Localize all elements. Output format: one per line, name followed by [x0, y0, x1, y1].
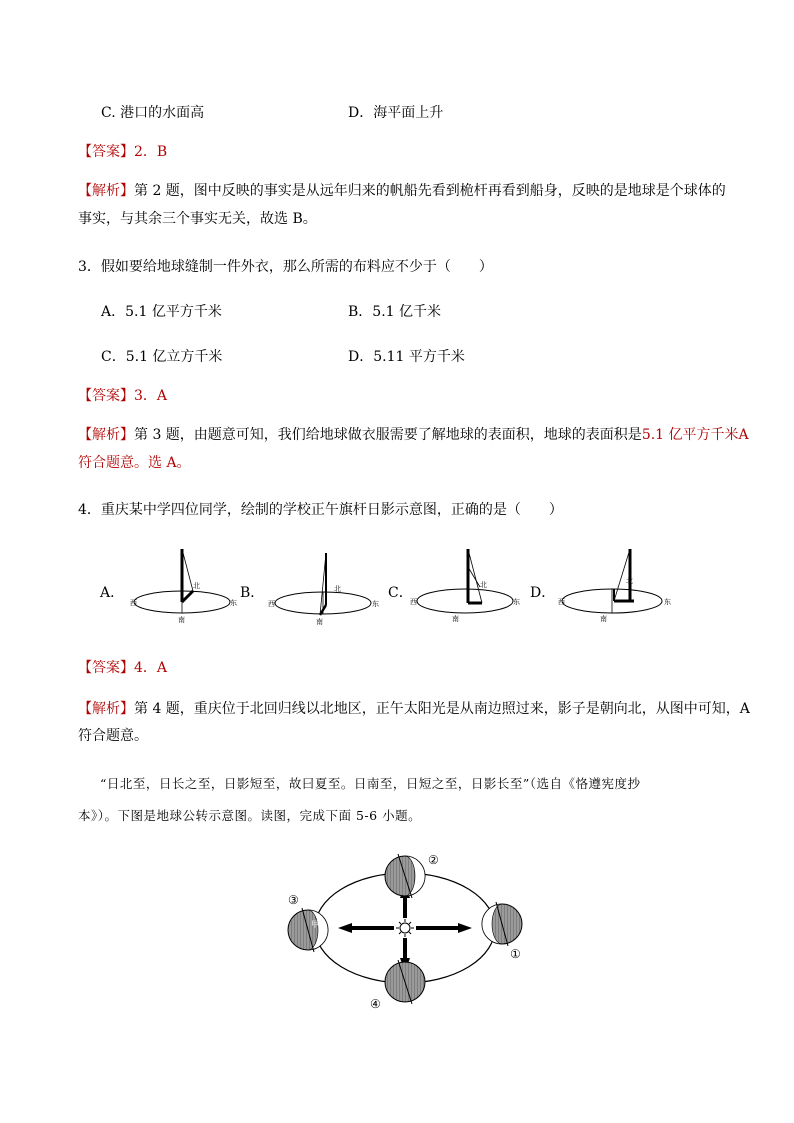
q3-option-b: B．5.1 亿千米: [348, 304, 442, 320]
north-label: 北: [334, 585, 341, 593]
q3-analysis-line2: [78, 452, 191, 472]
west-label: 西: [410, 598, 417, 606]
north-label: 北: [193, 582, 200, 590]
q3-option-c: C．5.1 亿立方千米: [101, 349, 223, 365]
analysis-text: 符合题意。选 A。: [78, 455, 191, 471]
answer-text: 2．B: [134, 144, 168, 160]
position-4-label: ④: [370, 997, 381, 1010]
q3-option-d: D．5.11 平方千米: [348, 349, 465, 365]
west-label: 西: [558, 598, 565, 606]
shadow-diagram-c: [410, 545, 522, 627]
analysis-text: 第 3 题，由题意可知，我们给地球做衣服需要了解地球的表面积，地球的表面积是: [134, 427, 642, 443]
south-label: 南: [600, 615, 607, 623]
q3-answer: [78, 385, 167, 405]
figure-label-c: C．: [388, 585, 413, 601]
sun-icon: [396, 919, 414, 937]
q2-option-d: D．海平面上升: [348, 105, 444, 121]
east-label: 东: [230, 599, 237, 607]
position-2-label: ②: [428, 853, 439, 867]
west-label: 西: [268, 600, 275, 608]
east-label: 东: [372, 600, 379, 608]
q4-analysis-line1: [78, 698, 750, 718]
passage-line2: 本》）。下图是地球公转示意图。读图，完成下面 5-6 小题。: [78, 808, 422, 823]
point-jia-label: 甲: [311, 920, 319, 929]
analysis-tag: 【解析】: [78, 701, 134, 717]
south-label: 南: [452, 615, 459, 623]
q4-answer: [78, 657, 167, 677]
q4-analysis-line2: 符合题意。: [78, 728, 148, 744]
answer-text: 3．A: [134, 388, 168, 404]
analysis-highlight: 5.1 亿平方千米A: [641, 427, 749, 443]
earth-position-2: [385, 854, 425, 898]
south-label: 南: [178, 616, 185, 624]
shadow-diagram-b: [268, 545, 383, 627]
q2-answer: [78, 141, 167, 161]
passage-line1: “日北至，日长之至，日影短至，故曰夏至。日南至，日短之至，日影长至”（选自《恪遵宪度抄: [100, 776, 641, 791]
analysis-text: 第 2 题，图中反映的事实是从远年归来的帆船先看到桅杆再看到船身，反映的是地球是个球体的: [134, 183, 726, 199]
earth-position-3: [288, 908, 328, 952]
east-label: 东: [513, 598, 520, 606]
answer-tag: 【答案】: [78, 388, 134, 404]
position-1-label: ①: [510, 947, 521, 961]
figure-label-a: A．: [100, 585, 125, 601]
shadow-diagram-a: [130, 545, 240, 627]
position-3-label: ③: [288, 893, 299, 907]
west-label: 西: [130, 599, 137, 607]
answer-tag: 【答案】: [78, 144, 134, 160]
shadow-diagram-d: [558, 545, 678, 627]
q4-figures: [100, 545, 700, 630]
answer-tag: 【答案】: [78, 660, 134, 676]
earth-position-1: [482, 902, 522, 946]
q3-stem: 3．假如要给地球缝制一件外衣，那么所需的布料应不少于（ ）: [78, 259, 493, 275]
q3-analysis-line1: [78, 424, 749, 444]
figure-label-b: B．: [240, 585, 265, 601]
earth-orbit-figure: [282, 848, 532, 1010]
analysis-tag: 【解析】: [78, 427, 134, 443]
q2-analysis-line1: [78, 180, 726, 200]
q2-analysis-line2: 事实，与其余三个事实无关，故选 B。: [78, 211, 317, 227]
q3-option-a: A．5.1 亿平方千米: [101, 304, 222, 320]
north-label: 北: [626, 577, 633, 585]
answer-text: 4．A: [134, 660, 168, 676]
q4-stem: 4．重庆某中学四位同学，绘制的学校正午旗杆日影示意图，正确的是（ ）: [78, 502, 563, 518]
q2-option-c: C. 港口的水面高: [101, 105, 205, 121]
analysis-tag: 【解析】: [78, 183, 134, 199]
figure-label-d: D．: [530, 585, 556, 601]
analysis-text: 第 4 题，重庆位于北回归线以北地区，正午太阳光是从南边照过来，影子是朝向北，从图中可知，A: [134, 701, 750, 717]
earth-position-4: [385, 960, 425, 1004]
east-label: 东: [664, 598, 671, 606]
south-label: 南: [316, 618, 323, 626]
north-label: 北: [480, 581, 487, 589]
